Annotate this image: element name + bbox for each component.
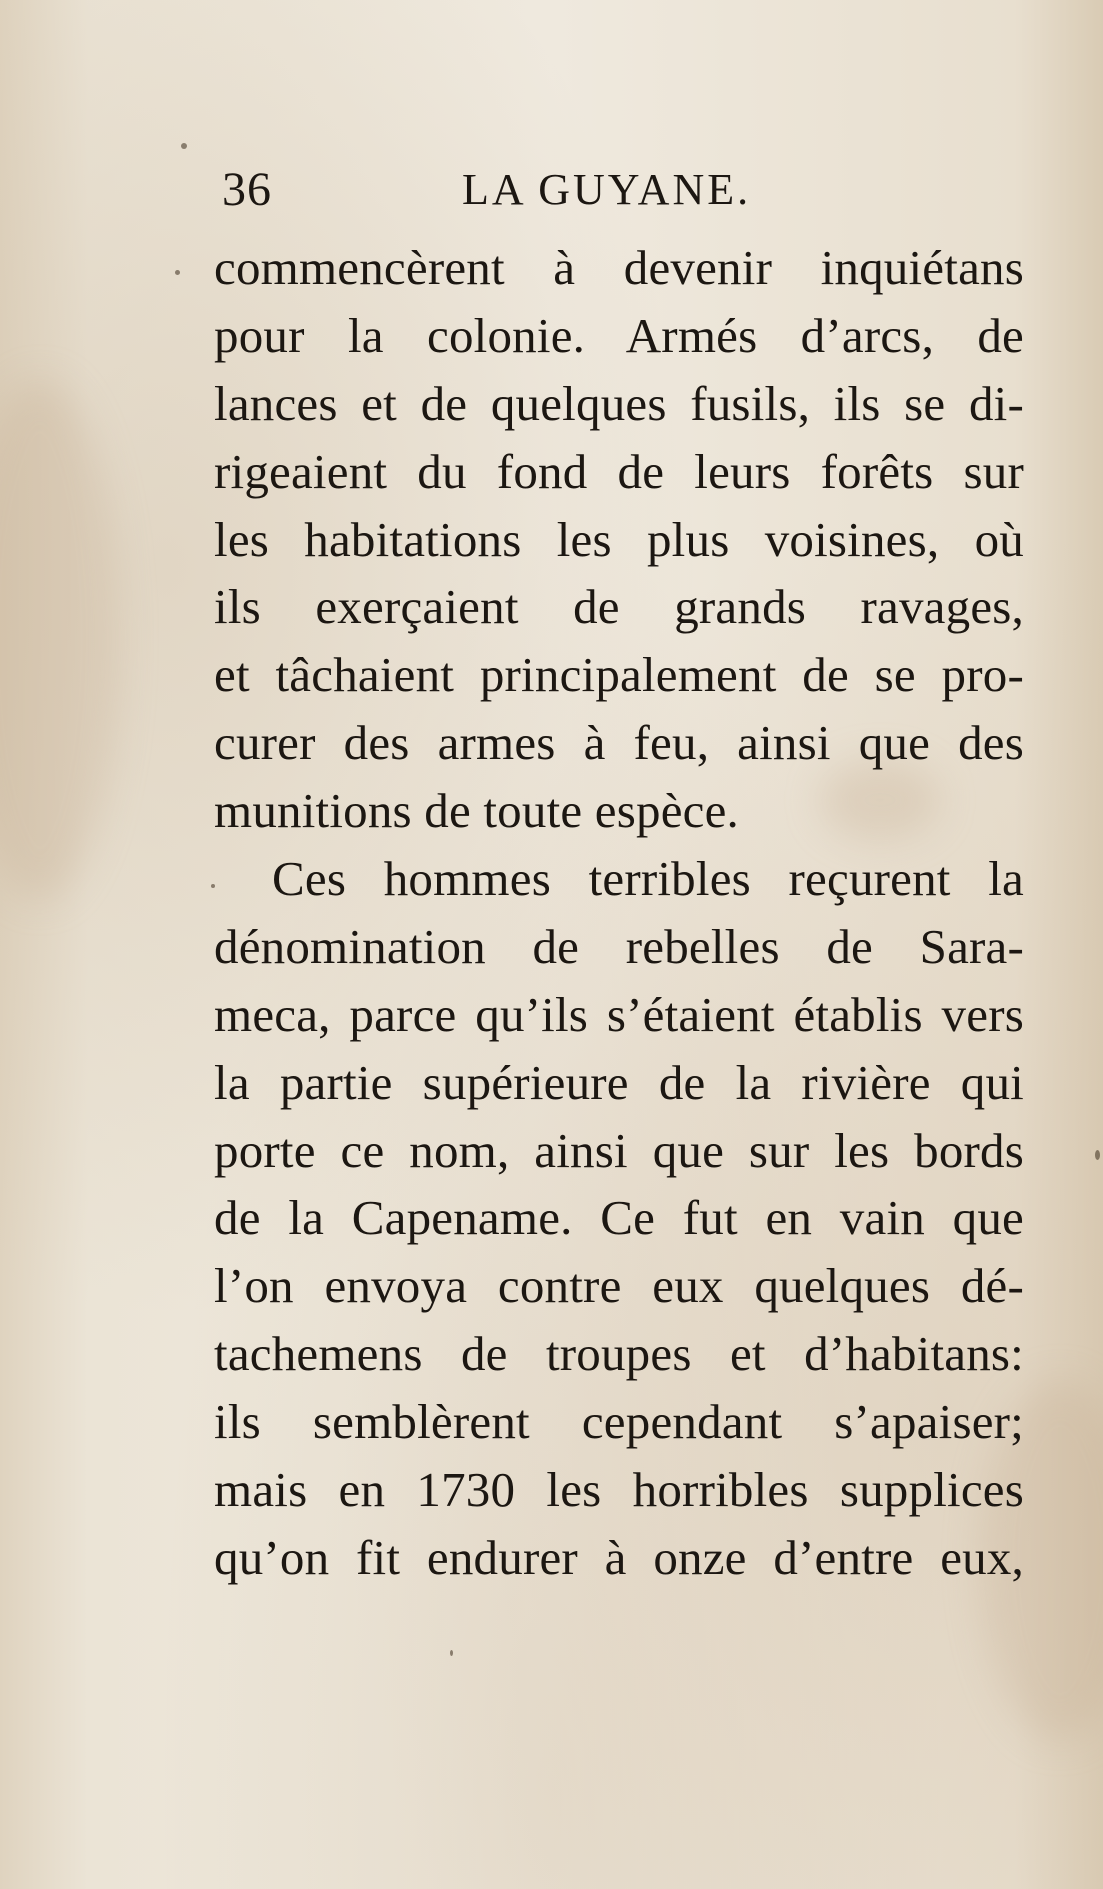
text-line: tachemens de troupes et d’habitans: xyxy=(214,1326,1024,1382)
text-line: lances et de quelques fusils, ils se di- xyxy=(214,375,1024,431)
text-line: commencèrent à devenir inquiétans xyxy=(214,240,1024,295)
running-head xyxy=(222,160,782,220)
text-line: ils semblèrent cependant s’apaiser; xyxy=(214,1394,1024,1450)
text-line: Ces hommes terribles reçurent la xyxy=(272,851,1024,907)
text-line: et tâchaient principalement de se pro- xyxy=(214,647,1024,703)
text-line: curer des armes à feu, ainsi que des xyxy=(214,715,1024,771)
paper-speck xyxy=(175,270,180,275)
text-line: qu’on fit endurer à onze d’entre eux, xyxy=(214,1529,1024,1585)
body-text xyxy=(214,234,1024,1592)
text-line: rigeaient du fond de leurs forêts sur xyxy=(214,443,1024,499)
paper-speck xyxy=(181,143,187,149)
text-line: l’on envoya contre eux quelques dé- xyxy=(214,1258,1024,1314)
paper-speck xyxy=(450,1650,453,1656)
text-line: ils exerçaient de grands ravages, xyxy=(214,579,1024,635)
text-line: mais en 1730 les horribles supplices xyxy=(214,1462,1024,1518)
text-line: les habitations les plus voisines, où xyxy=(214,511,1024,567)
paper-stain xyxy=(0,380,120,900)
text-line: pour la colonie. Armés d’arcs, de xyxy=(214,307,1024,363)
text-line: de la Capename. Ce fut en vain que xyxy=(214,1190,1024,1246)
text-line: porte ce nom, ainsi que sur les bords xyxy=(214,1122,1024,1178)
text-line: dénomination de rebelles de Sara- xyxy=(214,918,1024,974)
running-title: LA GUYANE. xyxy=(462,165,752,214)
page-number: 36 xyxy=(222,163,272,216)
text-line: meca, parce qu’ils s’étaient établis vers xyxy=(214,986,1024,1042)
text-line: la partie supérieure de la rivière qui xyxy=(214,1054,1024,1110)
paper-speck xyxy=(1095,1150,1100,1160)
text-line: munitions de toute espèce. xyxy=(214,783,740,839)
